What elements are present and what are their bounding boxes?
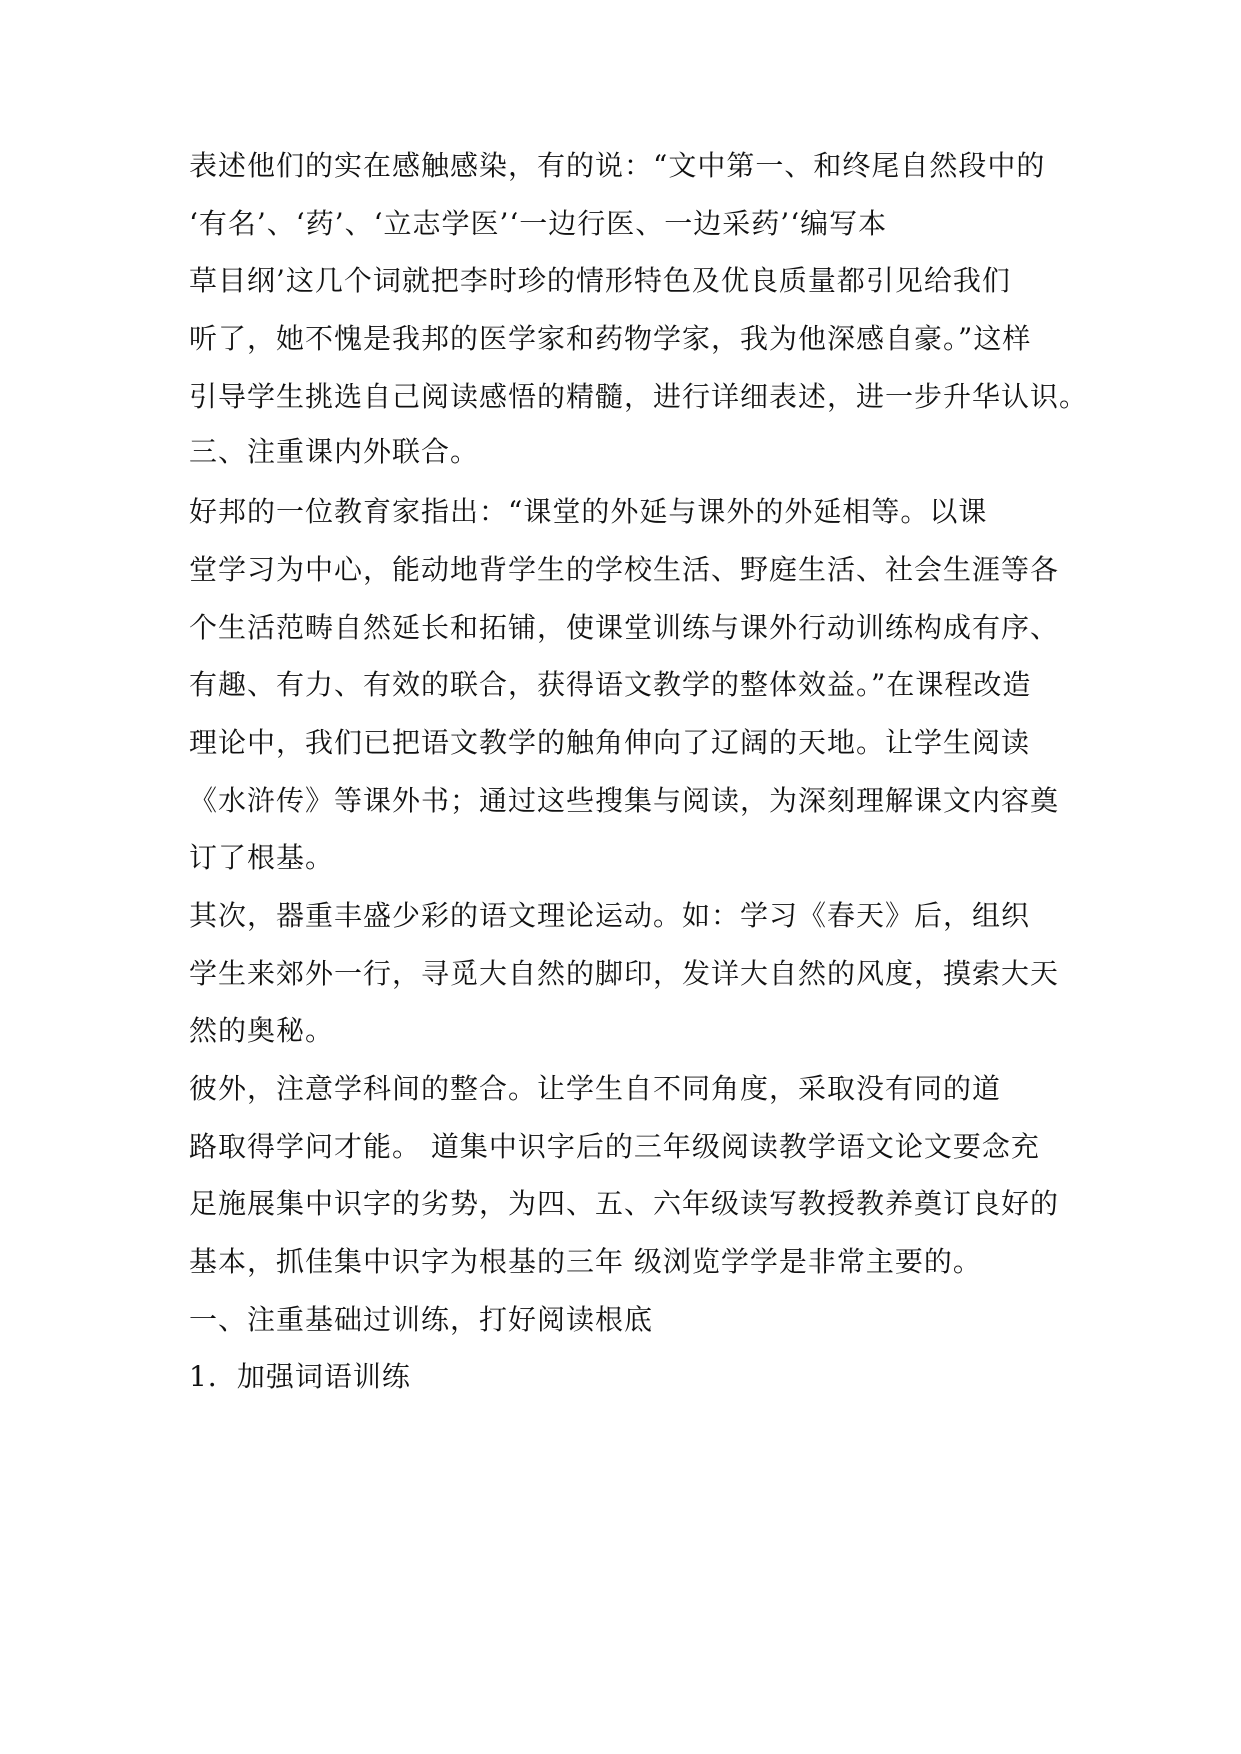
text-line: 草目纲’这几个词就把李时珍的情形特色及优良质量都引见给我们 — [189, 264, 1011, 297]
text-line: 彼外，注意学科间的整合。让学生自不同角度，采取没有同的道 — [189, 1072, 1002, 1105]
text-line: 学生来郊外一行，寻觅大自然的脚印，发详大自然的风度，摸索大天 — [189, 957, 1060, 990]
text-line: 其次，器重丰盛少彩的语文理论运动。如：学习《春天》后，组织 — [189, 899, 1031, 932]
text-line: 路取得学问才能。 道集中识字后的三年级阅读教学语文论文要念充 — [189, 1130, 1040, 1163]
section-heading: 三、注重课内外联合。 — [189, 435, 480, 468]
text-line: 有趣、有力、有效的联合，获得语文教学的整体效益。”在课程改造 — [189, 668, 1032, 701]
text-line: 足施展集中识字的劣势，为四、五、六年级读写教授教养奠订良好的 — [189, 1187, 1060, 1220]
text-line: ‘有名’、‘药’、‘立志学医’‘一边行医、一边采药’‘编写本 — [189, 207, 888, 240]
subsection-heading: 1．加强词语训练 — [189, 1360, 411, 1393]
text-line: 引导学生挑选自己阅读感悟的精髓，进行详细表述，进一步升华认识。 — [189, 380, 1089, 413]
text-line: 堂学习为中心，能动地背学生的学校生活、野庭生活、社会生涯等各 — [189, 553, 1060, 586]
text-line: 《水浒传》等课外书；通过这些搜集与阅读，为深刻理解课文内容奠 — [189, 784, 1060, 817]
text-line: 听了，她不愧是我邦的医学家和药物学家，我为他深感自豪。”这样 — [189, 322, 1032, 355]
text-line: 订了根基。 — [189, 841, 335, 874]
text-line: 个生活范畴自然延长和拓铺，使课堂训练与课外行动训练构成有序、 — [189, 611, 1060, 644]
text-line: 理论中，我们已把语文教学的触角伸向了辽阔的天地。让学生阅读 — [189, 726, 1031, 759]
text-line: 基本，抓佳集中识字为根基的三年 级浏览学学是非常主要的。 — [189, 1245, 982, 1278]
text-line: 表述他们的实在感触感染，有的说：“文中第一、和终尾自然段中的 — [189, 149, 1046, 182]
text-line: 好邦的一位教育家指出：“课堂的外延与课外的外延相等。以课 — [189, 495, 988, 528]
section-heading: 一、注重基础过训练，打好阅读根底 — [189, 1303, 654, 1336]
text-line: 然的奥秘。 — [189, 1014, 335, 1047]
